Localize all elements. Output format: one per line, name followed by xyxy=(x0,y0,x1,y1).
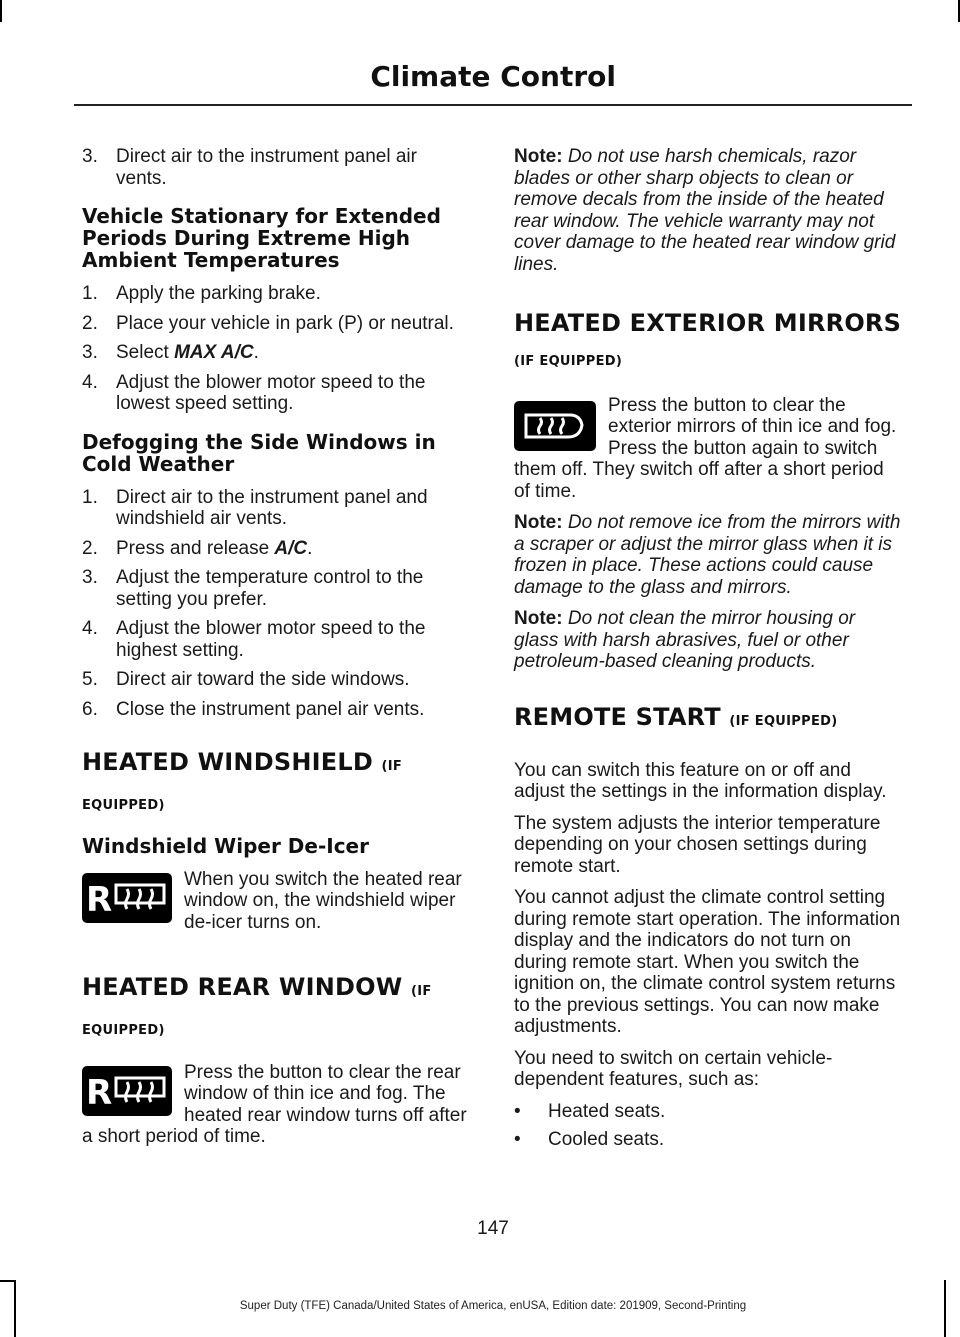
list-item: 6. Close the instrument panel air vents. xyxy=(82,698,425,720)
list-item: • Cooled seats. xyxy=(514,1129,904,1151)
list-item: 3. Direct air to the instrument panel air vents. xyxy=(82,146,417,189)
step-list-top xyxy=(82,146,472,189)
rear-window-block xyxy=(82,1062,472,1158)
remote-start-p1: You can switch this feature on or off and adjust the settings in the information display. xyxy=(514,759,887,802)
remote-start-p2: The system adjusts the interior temperature depending on your chosen settings during remote start. xyxy=(514,812,881,877)
deicer-text: When you switch the heated rear window on, the windshield wiper de-icer turns on. xyxy=(184,868,462,933)
list-item: 2. Place your vehicle in park (P) or neutral. xyxy=(82,312,454,334)
svg-text:R: R xyxy=(86,1072,113,1113)
mirrors-block xyxy=(514,395,904,513)
left-column xyxy=(82,146,472,1158)
equipped-note: (IF EQUIPPED) xyxy=(514,354,623,369)
step-list-defog xyxy=(82,487,472,721)
step-list-stationary xyxy=(82,283,472,415)
control-name: A/C xyxy=(274,537,308,559)
list-item: 3. Select MAX A/C. xyxy=(82,342,259,363)
rear-window-defrost-icon xyxy=(82,873,172,923)
list-item: 1. Apply the parking brake. xyxy=(82,283,321,304)
rear-window-text: Press the button to clear the rear window of thin ice and fog. The heated rear window turns off after a short period of time. xyxy=(82,1061,467,1147)
control-name: MAX A/C xyxy=(174,342,254,363)
header-rule xyxy=(74,104,912,106)
rear-window-defrost-icon xyxy=(82,1066,172,1116)
page-title: Climate Control xyxy=(370,60,616,93)
equipped-note: EQUIPPED) xyxy=(82,1023,165,1038)
list-item: 2. Press and release A/C. xyxy=(82,537,313,559)
crop-mark-top-left xyxy=(0,0,2,22)
heated-mirror-icon xyxy=(514,401,596,451)
section-title-heated-mirrors: HEATED EXTERIOR MIRRORS xyxy=(514,309,902,337)
svg-text:R: R xyxy=(86,879,113,920)
deicer-block xyxy=(82,869,472,944)
section-heading-defog: Defogging the Side Windows in Cold Weather xyxy=(82,429,436,476)
list-item: 4. Adjust the blower motor speed to the lowest speed setting. xyxy=(82,371,426,414)
right-column xyxy=(514,146,904,1158)
section-heading-stationary: Vehicle Stationary for Extended Periods During Extreme High Ambient Temperatures xyxy=(82,204,441,272)
sub-heading-wiper-deicer: Windshield Wiper De-Icer xyxy=(82,833,369,858)
section-title-remote-start: REMOTE START (IF EQUIPPED) xyxy=(514,702,838,731)
list-item: 1. Direct air to the instrument panel and windshield air vents. xyxy=(82,486,428,529)
list-item: 3. Adjust the temperature control to the setting you prefer. xyxy=(82,567,424,610)
note-mirrors-clean: Note: Do not clean the mirror housing or glass with harsh abrasives, fuel or other petroleum-based cleaning products. xyxy=(514,608,856,672)
page-number: 147 xyxy=(477,1218,509,1239)
equipped-note: EQUIPPED) xyxy=(82,798,165,813)
remote-start-features xyxy=(514,1101,904,1151)
list-item: 4. Adjust the blower motor speed to the highest setting. xyxy=(82,618,426,661)
list-item: 5. Direct air toward the side windows. xyxy=(82,669,410,690)
section-title-heated-windshield: HEATED WINDSHIELD (IF xyxy=(82,748,403,776)
remote-start-p3: You cannot adjust the climate control setting during remote start operation. The information display and the indicators do not turn on during remote start. When you switch the ignition on, the climate control system returns to the previous settings. You can now make adjustments. xyxy=(514,887,901,1037)
mirrors-text: Press the button to clear the exterior mirrors of thin ice and fog. Press the button again to switch them off. They switch off after a short period of time. xyxy=(514,394,897,502)
section-title-heated-rear-window: HEATED REAR WINDOW (IF xyxy=(82,973,432,1001)
footer-edition: Super Duty (TFE) Canada/United States of America, enUSA, Edition date: 201909, Second-Printing xyxy=(239,1300,747,1312)
note-rear-window: Note: Do not use harsh chemicals, razor blades or other sharp objects to clean or remove decals from the inside of the heated rear window. The vehicle warranty may not cover damage to the heated rear window grid lines. xyxy=(514,146,896,275)
note-mirrors-ice: Note: Do not remove ice from the mirrors with a scraper or adjust the mirror glass when it is frozen in place. These actions could cause damage to the glass and mirrors. xyxy=(514,512,901,598)
list-item: • Heated seats. xyxy=(514,1101,904,1123)
remote-start-p4: You need to switch on certain vehicle-dependent features, such as: xyxy=(514,1047,833,1090)
